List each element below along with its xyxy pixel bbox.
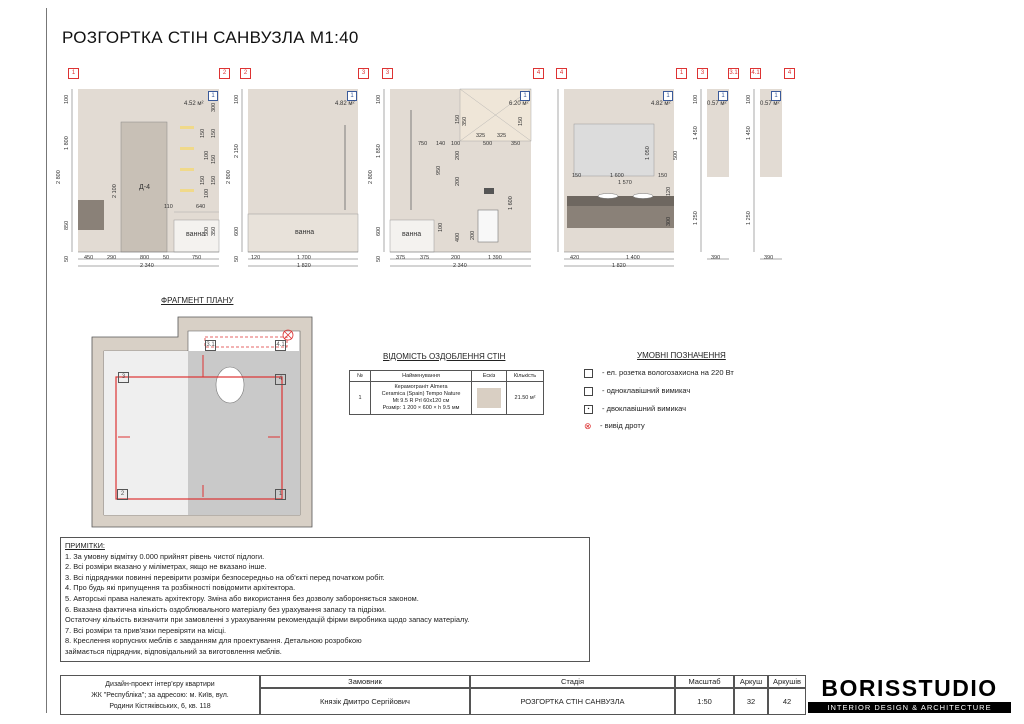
elev4-inner-5: 1 050 (645, 146, 651, 160)
elev3-vdim-3: 600 (376, 226, 382, 236)
elev3-inner-1: 750 (418, 141, 428, 147)
elev3-hdim-1: 375 (396, 255, 406, 261)
note-line: 4. Про будь які припущення та розбіжності повідомити архітектора. (65, 583, 296, 593)
elev3-inner-8: 950 (436, 165, 442, 175)
plan-marker-1: 1 (275, 489, 286, 500)
legend-label: - двоклавішний вимикач (602, 404, 687, 413)
finish-sketch (472, 382, 507, 415)
finish-name-line-1: Керамограніт Almera (394, 384, 448, 390)
elev4-inner-7: 300 (666, 216, 672, 226)
notes-title: ПРИМІТКИ: (65, 541, 105, 550)
sheet-value: 32 (734, 688, 768, 715)
elev4-inner-2: 1 570 (618, 180, 632, 186)
bathtub-label-1: ванна (186, 231, 206, 238)
plan-title: ФРАГМЕНТ ПЛАНУ (161, 296, 234, 305)
elev6-area: 0.57 м² (760, 101, 780, 107)
elev6-vdim-1: 1 450 (746, 126, 752, 140)
elev2-sheet-ref: 1 (347, 91, 357, 101)
logo-text: BORISSTUDIO (821, 675, 998, 701)
elev1-vdim-2: 1 800 (64, 136, 70, 150)
switch-double-icon: ▪ (584, 405, 593, 414)
elev3-area: 6.20 м² (509, 101, 529, 107)
left-frame-line (46, 8, 47, 713)
finishes-header-sketch: Ескіз (472, 371, 507, 382)
elev1-sheet-ref: 1 (208, 91, 218, 101)
elev3-hdim-2: 375 (420, 255, 430, 261)
note-line: 7. Всі розміри та прив'язки перевіряти на місці. (65, 625, 227, 635)
mirror (574, 124, 654, 176)
elev5-vdim-2: 1 250 (693, 211, 699, 225)
note-line: займається підрядник, відповідальний за виготовлення меблів. (65, 646, 282, 656)
note-line: 6. Вказана фактична кількість оздоблювального матеріалу без урахування запасу та підрізки. (65, 604, 387, 614)
note-line: 2. Всі розміри вказано у міліметрах, якщо не вказано інше. (65, 562, 267, 572)
elev3-sheet-ref: 1 (520, 91, 530, 101)
elev3-inner-6: 500 (483, 141, 493, 147)
client-header: Замовник (260, 675, 470, 688)
notes-box (60, 537, 590, 662)
elev1-inner-6: 100 (204, 150, 210, 160)
finishes-table (349, 370, 544, 415)
elev3-inner-15: 1 600 (508, 196, 514, 210)
finish-name-line-2: Ceramica (Spain) Tempo Nature (381, 391, 461, 397)
scale-value: 1:50 (675, 688, 734, 715)
elev3-inner-5: 325 (497, 133, 507, 139)
elev3-hdim-3: 200 (451, 255, 461, 261)
project-line-2: ЖК "Республіка"; за адресою: м. Київ, вул. (91, 692, 229, 699)
toilet (478, 210, 498, 242)
elev1-inner-11: 500 (204, 226, 210, 236)
note-line: 3. Всі підрядники повинні перевірити розміри безпосередньо на об'єкті перед початком робіт. (65, 572, 385, 582)
elev1-inner-8: 150 (200, 175, 206, 185)
legend-item-double-switch (584, 404, 686, 414)
elev2-total: 1 820 (297, 263, 311, 269)
elev6-marker-end: 4 (784, 68, 795, 79)
elev3-vdim-2: 1 850 (376, 144, 382, 158)
finishes-header-num: № (350, 371, 371, 382)
project-line-1: Дизайн-проект інтер'єру квартири (105, 681, 215, 688)
elev3-inner-14: 200 (470, 230, 476, 240)
finishes-header-qty: Кількість (507, 371, 544, 382)
elev4-marker-end: 1 (676, 68, 687, 79)
elev1-inner-5: 150 (211, 128, 217, 138)
plan-marker-4-1: 4.1 (275, 340, 286, 351)
finish-qty: 21.50 м² (507, 382, 544, 415)
finishes-title: ВІДОМІСТЬ ОЗДОБЛЕННЯ СТІН (383, 352, 506, 361)
plan-marker-4: 4 (275, 374, 286, 385)
elev3-inner-17: 150 (518, 116, 524, 126)
project-line-3: Родини Кістяківських, 6, кв. 118 (109, 703, 211, 710)
elev1-inner-10: 100 (204, 188, 210, 198)
elev3-inner-10: 200 (455, 176, 461, 186)
elev4-sheet-ref: 1 (663, 91, 673, 101)
elev2-area: 4.82 м² (335, 101, 355, 107)
elev4-area: 4.82 м² (651, 101, 671, 107)
elev2-marker-end: 3 (358, 68, 369, 79)
elev1-area: 4.52 м² (184, 101, 204, 107)
elev5-area: 0.57 м² (707, 101, 727, 107)
elev3-marker-end: 4 (533, 68, 544, 79)
elev1-door-height: 2 100 (112, 184, 118, 198)
finish-name-line-3: Mt 9.5 R Prl 60x120 см (392, 398, 450, 404)
page-title: РОЗГОРТКА СТІН САНВУЗЛА М1:40 (62, 28, 359, 47)
logo-subtitle: INTERIOR DESIGN & ARCHITECTURE (808, 702, 1011, 713)
stage-header: Стадія (470, 675, 675, 688)
elev4-inner-3: 150 (572, 173, 582, 179)
note-line: 1. За умовну відмітку 0.000 прийнят рівень чистої підлоги. (65, 551, 265, 561)
elev1-inner-12: 350 (211, 226, 217, 236)
elev3-inner-16: 350 (462, 116, 468, 126)
elev1-vdim-3: 850 (64, 220, 70, 230)
elev3-vdim-4: 50 (376, 255, 382, 262)
switch-single-icon (584, 387, 593, 396)
elev1-hdim-3: 800 (140, 255, 150, 261)
elev1-hdim-4: 50 (163, 255, 170, 261)
sheets-header: Аркушів (768, 675, 806, 688)
elev1-inner-1: 110 (164, 204, 173, 210)
elev5-hdim-1: 390 (711, 255, 721, 261)
note-line: Остаточну кількість визначити при замовленні з урахуванням рекомендацій фірми виробника щодо запасу матеріалу. (65, 615, 470, 625)
elev2-hdim-2: 1 700 (297, 255, 311, 261)
finish-name (371, 382, 472, 415)
elev3-inner-11: 150 (455, 114, 461, 124)
elev2-vdim-1: 100 (234, 94, 240, 104)
legend-title: УМОВНІ ПОЗНАЧЕННЯ (637, 351, 726, 360)
elev3-inner-4: 325 (476, 133, 486, 139)
elev5-vdim-1: 1 450 (693, 126, 699, 140)
elev5-marker-end: 3.1 (728, 68, 739, 79)
elev1-vdim-1: 100 (64, 94, 70, 104)
legend-item-wire (584, 421, 645, 430)
elev1-vdim-4: 50 (64, 255, 70, 262)
elev1-marker-end: 2 (219, 68, 230, 79)
finish-num: 1 (350, 382, 371, 415)
legend-label: - вивід дроту (600, 421, 645, 430)
elev3-inner-13: 400 (455, 232, 461, 242)
elev6-sheet-ref: 1 (771, 91, 781, 101)
elev3-total: 2 340 (453, 263, 467, 269)
vanity-countertop (567, 196, 674, 206)
stage-value: РОЗГОРТКА СТІН САНВУЗЛА (470, 688, 675, 715)
elev3-hdim-4: 1 390 (488, 255, 502, 261)
project-info (60, 675, 260, 715)
bathtub-label-2: ванна (295, 229, 315, 236)
bathtub-label-3: ванна (402, 231, 422, 238)
elev4-inner-8: 500 (673, 150, 679, 160)
plan-marker-3: 3 (118, 372, 129, 383)
elevations-drawing (0, 0, 1024, 300)
elev1-total: 2 340 (140, 263, 154, 269)
elev2-vtotal: 2 800 (226, 170, 232, 184)
legend-item-socket (584, 368, 734, 378)
elev3-marker-start: 3 (382, 68, 393, 79)
elev3-inner-12: 100 (438, 222, 444, 232)
door-label: Д-4 (139, 184, 150, 191)
socket-icon (584, 369, 593, 378)
elev2-marker-start: 2 (240, 68, 251, 79)
elev6-hdim-1: 390 (764, 255, 774, 261)
plan-marker-2: 2 (117, 489, 128, 500)
table-row (350, 382, 544, 415)
elev4-inner-1: 1 600 (610, 173, 624, 179)
plan-marker-3-1: 3.1 (205, 340, 216, 351)
legend-label: - ел. розетка вологозахисна на 220 Вт (602, 368, 734, 377)
elev2-hdim-1: 120 (251, 255, 261, 261)
elev1-inner-3: 300 (211, 102, 217, 112)
elev3-inner-3: 100 (451, 141, 461, 147)
legend-label: - одноклавішний вимикач (602, 386, 691, 395)
elev1-hdim-2: 290 (107, 255, 117, 261)
sheet-header: Аркуш (734, 675, 768, 688)
elev3-inner-9: 200 (455, 150, 461, 160)
finishes-header-name: Найменування (371, 371, 472, 382)
vanity-cabinet (78, 200, 104, 230)
elev3-inner-2: 140 (436, 141, 446, 147)
elev1-inner-9: 150 (211, 175, 217, 185)
studio-logo (808, 676, 1011, 716)
elev6-vdim-2: 1 250 (746, 211, 752, 225)
elev3-inner-7: 350 (511, 141, 521, 147)
elev5-vdim-3: 100 (693, 94, 699, 104)
elev4-hdim-1: 420 (570, 255, 580, 261)
elev3-vdim-1: 100 (376, 94, 382, 104)
note-line: 8. Креслення корпусних меблів є завданням для проектування. Детальною розробкою (65, 636, 362, 646)
elev1-inner-4: 150 (200, 128, 206, 138)
elev4-total: 1 820 (612, 263, 626, 269)
elev5-marker-start: 3 (697, 68, 708, 79)
elev6-marker-start: 4.1 (750, 68, 761, 79)
elev4-hdim-2: 1 400 (626, 255, 640, 261)
elev1-inner-7: 150 (211, 154, 217, 164)
wire-outlet-icon: ⊗ (584, 420, 592, 431)
elev2-vdim-2: 2 150 (234, 144, 240, 158)
elev1-marker-start: 1 (68, 68, 79, 79)
legend-item-single-switch (584, 386, 690, 396)
elev1-hdim-5: 750 (192, 255, 202, 261)
elev6-vdim-3: 100 (746, 94, 752, 104)
elev2-vdim-3: 600 (234, 226, 240, 236)
elev1-inner-2: 640 (196, 204, 206, 210)
scale-header: Масштаб (675, 675, 734, 688)
vanity-drawers (567, 206, 674, 228)
elev4-inner-6: 120 (666, 186, 672, 196)
elev3-vtotal: 2 800 (368, 170, 374, 184)
finish-name-line-4: Розмір: 1 200 × 600 × h 9.5 мм (382, 405, 460, 411)
note-line: 5. Авторські права належать архітектору. Зміна або використання без дозволу забороняється законом. (65, 593, 419, 603)
flush-plate (484, 188, 494, 194)
elev1-vtotal: 2 800 (56, 170, 62, 184)
sheets-value: 42 (768, 688, 806, 715)
client-name: Князік Дмитро Сергійович (260, 688, 470, 715)
elev5-sheet-ref: 1 (718, 91, 728, 101)
elev1-hdim-1: 450 (84, 255, 94, 261)
elev4-inner-4: 150 (658, 173, 668, 179)
elev2-vdim-4: 50 (234, 255, 240, 262)
elev4-marker-start: 4 (556, 68, 567, 79)
